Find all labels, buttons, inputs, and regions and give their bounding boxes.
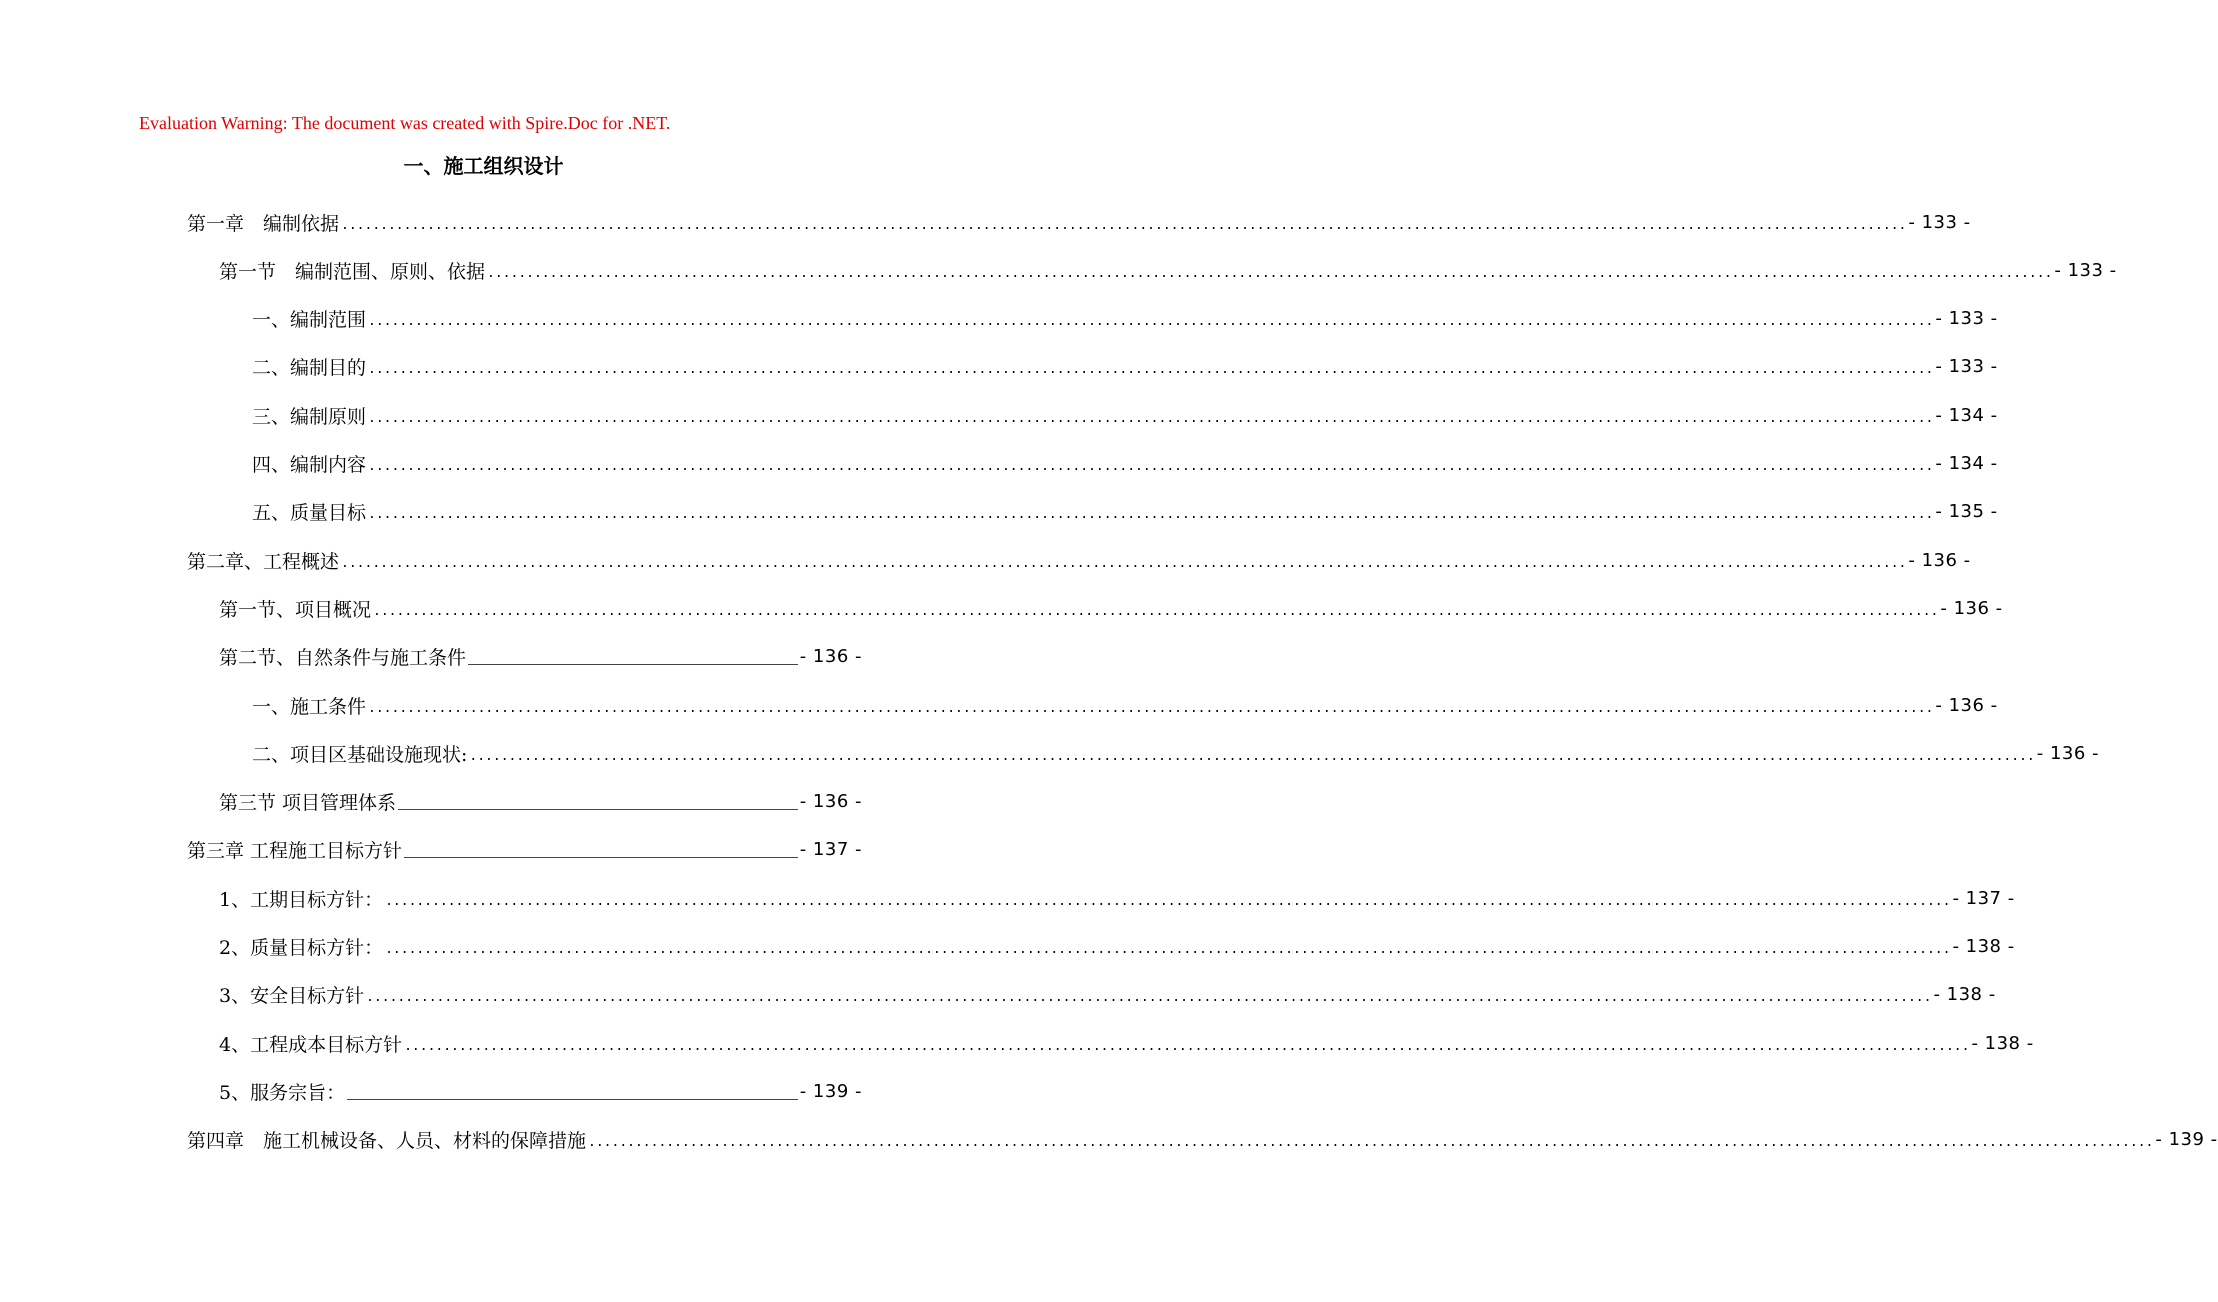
toc-entry-label: 四、编制内容 xyxy=(252,454,367,476)
toc-entry-label: 4、工程成本目标方针 xyxy=(219,1033,403,1056)
leader-line xyxy=(468,664,798,665)
toc-entry-page: - 138 - xyxy=(1933,984,1996,1006)
toc-entry-label: 第三章 工程施工目标方针 xyxy=(187,840,403,863)
dot-leader: ........................................................................................................................................................................................................ xyxy=(341,217,1907,233)
toc-entry[interactable] xyxy=(219,971,1996,1019)
dot-leader: ........................................................................................................................................................................................................ xyxy=(368,459,1934,474)
toc-entry-page: - 138 - xyxy=(1952,936,2015,957)
dot-leader: ........................................................................................................................................................................................................ xyxy=(385,893,1951,909)
toc-entry-label: 1、工期目标方针： xyxy=(219,888,384,911)
toc-entry-label: 3、安全目标方针 xyxy=(219,985,365,1008)
toc-entry-label: 第二章、工程概述 xyxy=(187,550,340,573)
toc-entry[interactable] xyxy=(252,440,1998,488)
toc-entry[interactable] xyxy=(252,295,1998,343)
toc-entry-page: - 136 - xyxy=(1935,694,1998,716)
toc-entry-page: - 136 - xyxy=(1940,597,2003,619)
dot-leader: ........................................................................................................................................................................................................ xyxy=(341,555,1907,571)
toc-entry[interactable] xyxy=(219,778,862,826)
dot-leader: ........................................................................................................................................................................................................ xyxy=(373,603,1939,619)
toc-entry-page: - 139 - xyxy=(2155,1129,2218,1151)
toc-entry-label: 三、编制原则 xyxy=(252,405,367,428)
dot-leader: ........................................................................................................................................................................................................ xyxy=(368,700,1934,716)
toc-entry-label: 二、编制目的 xyxy=(252,357,367,380)
toc-entry[interactable] xyxy=(219,1067,862,1115)
toc-entry-label: 5、服务宗旨： xyxy=(219,1081,346,1104)
toc-entry-page: - 139 - xyxy=(799,1080,862,1102)
toc-entry[interactable] xyxy=(187,536,1971,584)
leader-line xyxy=(347,1099,798,1100)
toc-entry-label: 一、施工条件 xyxy=(252,695,367,718)
evaluation-warning: Evaluation Warning: The document was created with Spire.Doc for .NET. xyxy=(139,113,671,133)
page-title: 一、施工组织设计 xyxy=(403,154,564,178)
toc-entry[interactable] xyxy=(219,1019,2034,1067)
toc-entry[interactable] xyxy=(252,681,1998,729)
toc-entry[interactable] xyxy=(219,923,2015,971)
leader-line xyxy=(398,809,798,810)
toc-entry[interactable] xyxy=(219,874,2015,922)
dot-leader: ........................................................................................................................................................................................................ xyxy=(368,314,1934,330)
toc-entry[interactable] xyxy=(252,488,1998,536)
dot-leader: ........................................................................................................................................................................................................ xyxy=(487,265,2053,281)
toc-entry[interactable] xyxy=(252,343,1998,391)
toc-entry-page: - 135 - xyxy=(1935,501,1998,523)
toc-entry-label: 第一章 编制依据 xyxy=(187,212,340,235)
toc-entry[interactable] xyxy=(252,391,1998,439)
toc-entry-page: - 133 - xyxy=(1935,356,1998,378)
toc-entry[interactable] xyxy=(187,1116,2218,1164)
dot-leader: ........................................................................................................................................................................................................ xyxy=(588,1135,2154,1151)
dot-leader: ........................................................................................................................................................................................................ xyxy=(368,507,1934,523)
toc-entry-page: - 133 - xyxy=(1908,211,1971,233)
toc-entry-label: 2、质量目标方针： xyxy=(219,937,384,959)
toc-entry-page: - 138 - xyxy=(1971,1032,2034,1054)
toc-entry-page: - 136 - xyxy=(1908,549,1971,571)
toc-entry-page: - 136 - xyxy=(2036,742,2100,764)
dot-leader: ........................................................................................................................................................................................................ xyxy=(366,990,1932,1006)
toc-entry-page: - 133 - xyxy=(2054,259,2117,281)
toc-entry-label: 第一节 编制范围、原则、依据 xyxy=(219,260,486,283)
dot-leader: ........................................................................................................................................................................................................ xyxy=(368,362,1934,378)
dot-leader: ........................................................................................................................................................................................................ xyxy=(368,410,1934,426)
toc-entry-page: - 136 - xyxy=(799,791,862,813)
toc-entry-label: 第三节 项目管理体系 xyxy=(219,792,397,815)
dot-leader: ........................................................................................................................................................................................................ xyxy=(385,942,1951,957)
toc-entry[interactable] xyxy=(187,826,862,874)
toc-entry[interactable] xyxy=(219,246,2117,294)
leader-line xyxy=(404,857,798,858)
toc-entry-page: - 134 - xyxy=(1935,453,1998,474)
toc-entry-label: 五、质量目标 xyxy=(252,502,367,525)
toc-entry-page: - 136 - xyxy=(799,646,862,668)
dot-leader: ........................................................................................................................................................................................................ xyxy=(404,1038,1970,1054)
toc-entry-label: 二、项目区基础设施现状: xyxy=(252,743,468,766)
toc-entry-label: 一、编制范围 xyxy=(252,309,367,332)
toc-entry-page: - 137 - xyxy=(1952,887,2015,909)
toc-entry-label: 第四章 施工机械设备、人员、材料的保障措施 xyxy=(187,1130,587,1153)
toc-entry-page: - 137 - xyxy=(799,839,862,861)
toc-entry-label: 第一节、项目概况 xyxy=(219,598,372,621)
toc-entry[interactable] xyxy=(252,729,2100,777)
dot-leader: ........................................................................................................................................................................................................ xyxy=(469,748,2035,764)
toc-entry-page: - 133 - xyxy=(1935,308,1998,330)
toc-entry-label: 第二节、自然条件与施工条件 xyxy=(219,647,467,670)
toc-entry-page: - 134 - xyxy=(1935,404,1998,426)
toc-entry[interactable] xyxy=(219,584,2003,632)
toc-entry[interactable] xyxy=(219,633,862,681)
toc-entry[interactable] xyxy=(187,198,1971,246)
